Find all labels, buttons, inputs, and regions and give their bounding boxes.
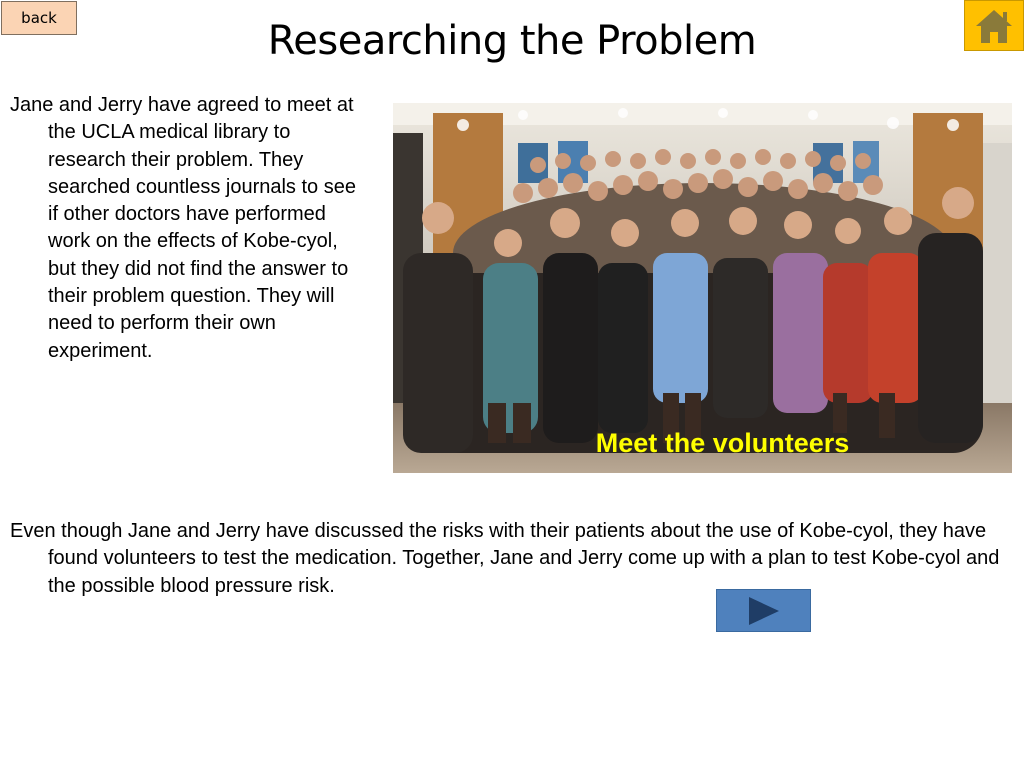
play-arrow-icon [746, 595, 782, 627]
volunteers-paragraph: Even though Jane and Jerry have discussed the risks with their patients about the use of Kobe-cyol, they have found volunteers to test the medication. Together, Jane and Jerry come up with a plan to test Kobe-cyol and the possible blood pressure risk. [10, 520, 1000, 597]
page-title: Researching the Problem [267, 18, 757, 64]
next-button[interactable] [716, 589, 811, 632]
home-button[interactable] [964, 0, 1024, 51]
volunteers-photo[interactable] [393, 103, 1012, 473]
volunteers-photo-image [393, 103, 1012, 473]
intro-paragraph: Jane and Jerry have agreed to meet at the UCLA medical library to research their problem. They searched countless journals to see if other doctors have performed work on the effects of Kobe-cyol, but they did not find the answer to their problem question. They will need to perform their own experiment. [10, 94, 356, 362]
home-icon [974, 6, 1014, 46]
volunteers-link[interactable]: Meet the volunteers [595, 428, 850, 458]
back-button[interactable]: back [1, 1, 77, 35]
